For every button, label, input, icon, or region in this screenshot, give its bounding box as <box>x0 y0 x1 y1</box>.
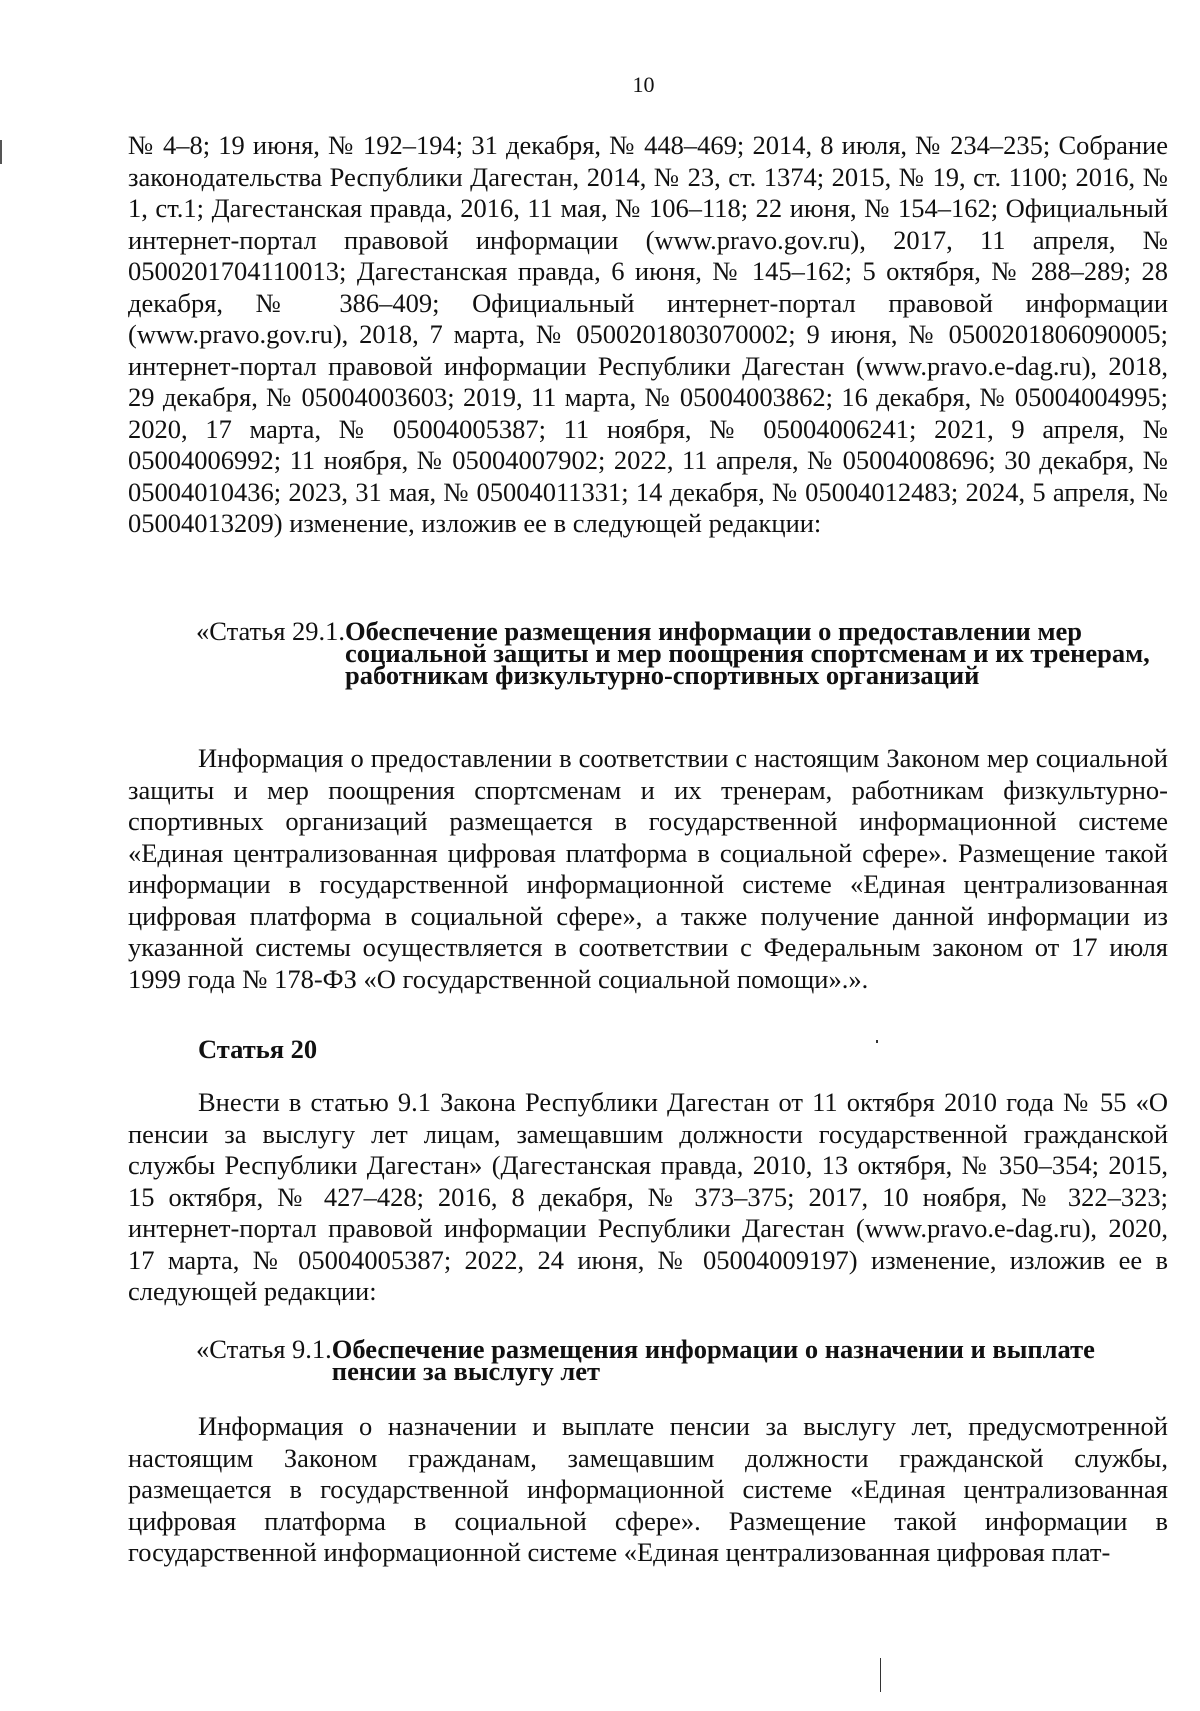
article-29-1-number: «Статья 29.1. <box>196 616 346 646</box>
page-number: 10 <box>632 72 655 97</box>
scan-artifact <box>880 1658 881 1692</box>
paragraph-sources: № 4–8; 19 июня, № 192–194; 31 декабря, № 448–469; 2014, 8 июля, № 234–235; Собрание законодательства Республики Дагестан, 2014, № 23, ст. 1374; 2015, № 19, ст. 1100; 2016, № 1, ст.1; Дагестанская правда, 2016, 11 мая, № 106–118; 22 июня, № 154–162; Официальный интернет-портал правовой информации (www.pravo.gov.ru), 2017, 11 апреля, № 0500201704110013; Дагестанская правда, 6 июня, № 145–162; 5 октября, № 288–289; 28 декабря, № 386–409; Официальный интернет-портал правовой информации (www.pravo.gov.ru), 2018, 7 марта, № 0500201803070002; 9 июня, № 0500201806090005; интернет-портал правовой информации Республики Дагестан (www.pravo.e-dag.ru), 2018, 29 декабря, № 05004003603; 2019, 11 марта, № 05004003862; 16 декабря, № 05004004995; 2020, 17 марта, № 05004005387; 11 ноября, № 05004006241; 2021, 9 апреля, № 05004006992; 11 ноября, № 05004007902; 2022, 11 апреля, № 05004008696; 30 декабря, № 05004010436; 2023, 31 мая, № 05004011331; 14 декабря, № 05004012483; 2024, 5 апреля, № 05004013209) изменение, изложив ее в следующей редакции: <box>128 130 1168 538</box>
scan-margin-mark <box>0 140 2 164</box>
article-29-1-heading <box>196 616 1156 690</box>
scan-artifact <box>876 1040 878 1043</box>
article-9-1-title: Обеспечение размещения информации о назначении и выплате пенсии за выслугу лет <box>331 1334 1095 1386</box>
article-29-1-title: Обеспечение размещения информации о предоставлении мер социальной защиты и мер поощрения спортсменам и их тренерам, работникам физкультурно-спортивных организаций <box>345 616 1150 690</box>
article-9-1-number: «Статья 9.1. <box>196 1334 332 1364</box>
text-block-article-20 <box>128 1087 1168 1308</box>
text-block-sources <box>128 130 1168 540</box>
text-block-article-9-1 <box>128 1411 1168 1569</box>
article-20-label: Статья 20 <box>198 1034 318 1064</box>
article-9-1-heading <box>196 1334 1156 1386</box>
paragraph-article-9-1: Информация о назначении и выплате пенсии за выслугу лет, предусмотренной настоящим Законом гражданам, замещавшим должности гражданской службы, размещается в государственной информационной системе «Единая централизованная цифровая платформа в социальной сфере». Размещение такой информации в государственной информационной системе «Единая централизованная цифровая плат- <box>128 1411 1168 1567</box>
paragraph-article-29-1: Информация о предоставлении в соответствии с настоящим Законом мер социальной защиты и мер поощрения спортсменам и их тренерам, работникам физкультурно-спортивных организаций размещается в государственной информационной системе «Единая централизованная цифровая платформа в социальной сфере». Размещение такой информации в государственной информационной системе «Единая централизованная цифровая платформа в социальной сфере», а также получение данной информации из указанной системы осуществляется в соответствии с Федеральным законом от 17 июля 1999 года № 178-ФЗ «О государственной социальной помощи».». <box>128 743 1168 994</box>
paragraph-article-20: Внести в статью 9.1 Закона Республики Дагестан от 11 октября 2010 года № 55 «О пенсии за выслугу лет лицам, замещавшим должности государственной гражданской службы Республики Дагестан» (Дагестанская правда, 2010, 13 октября, № 350–354; 2015, 15 октября, № 427–428; 2016, 8 декабря, № 373–375; 2017, 10 ноября, № 322–323; интернет-портал правовой информации Республики Дагестан (www.pravo.e-dag.ru), 2020, 17 марта, № 05004005387; 2022, 24 июня, № 05004009197) изменение, изложив ее в следующей редакции: <box>128 1087 1168 1306</box>
text-block-article-29-1 <box>128 743 1168 995</box>
